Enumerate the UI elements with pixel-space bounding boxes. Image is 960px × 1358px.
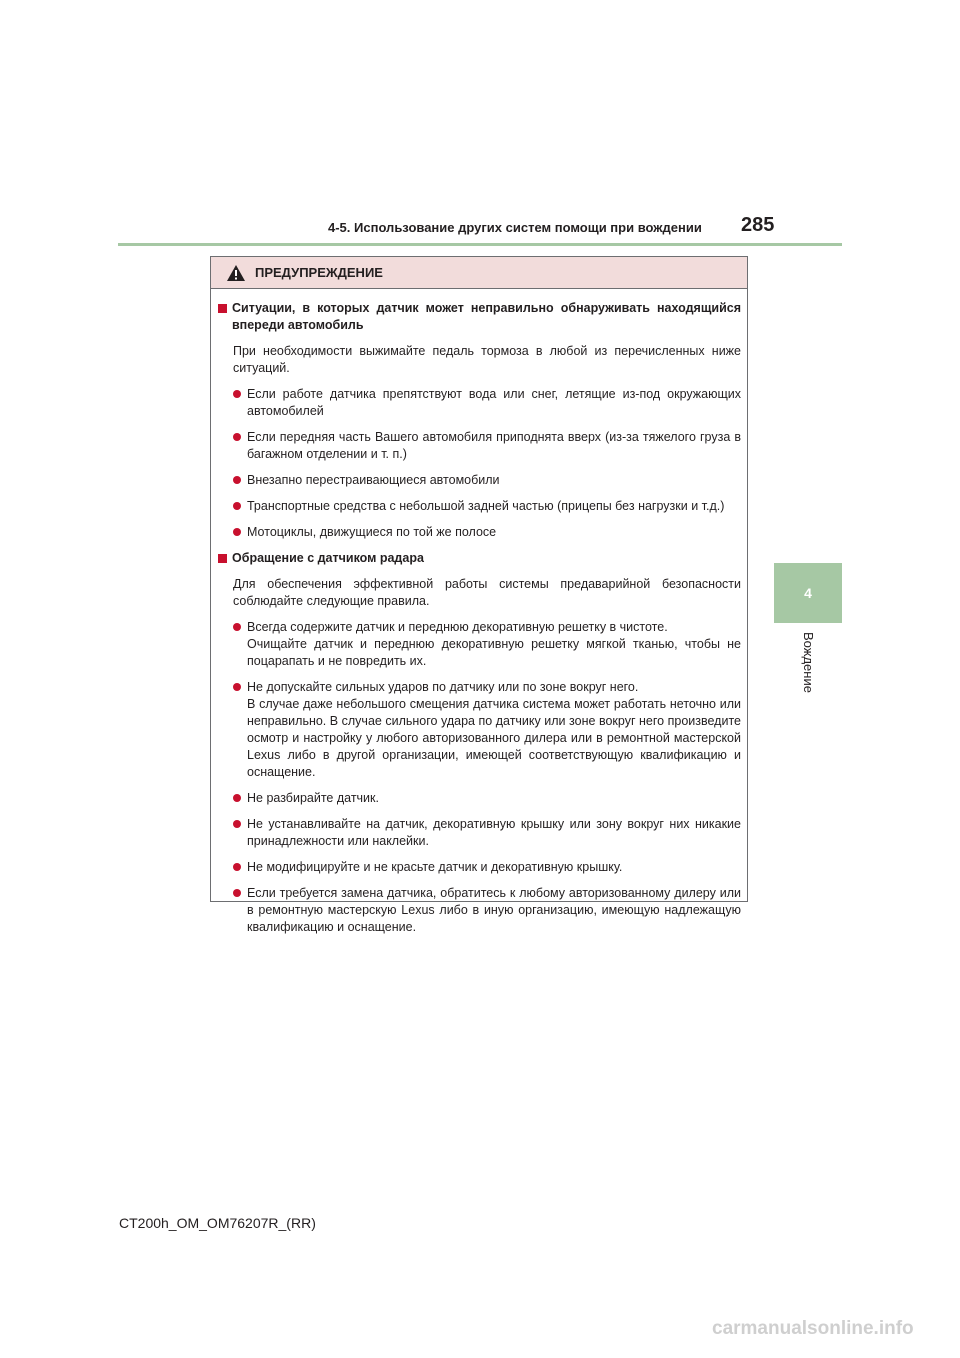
bullet-item [233, 429, 741, 463]
round-bullet-icon [233, 390, 241, 398]
bullet-line: Если работе датчика препятствуют вода или снег, летящие из-под окружающих автомобилей [247, 387, 741, 418]
round-bullet-icon [233, 476, 241, 484]
bullet-line: Если передняя часть Вашего автомобиля приподнята вверх (из-за тяжелого груза в багажном отделении и т. п.) [247, 430, 741, 461]
warning-body [211, 289, 747, 936]
document-code: CT200h_OM_OM76207R_(RR) [119, 1215, 316, 1231]
bullet-item [233, 885, 741, 936]
round-bullet-icon [233, 794, 241, 802]
bullet-text [247, 619, 741, 670]
square-bullet-icon [218, 554, 227, 563]
bullet-line: Мотоциклы, движущиеся по той же полосе [247, 525, 497, 539]
round-bullet-icon [233, 889, 241, 897]
chapter-tab-label: Вождение [801, 632, 816, 693]
bullet-item [233, 859, 741, 876]
round-bullet-icon [233, 433, 241, 441]
bullet-text [247, 790, 741, 807]
bullet-text [247, 679, 741, 781]
bullet-text [247, 386, 741, 420]
bullet-line: Не разбирайте датчик. [247, 791, 379, 805]
warning-header [211, 257, 747, 289]
warning-box [210, 256, 748, 934]
bullet-text [247, 429, 741, 463]
warning-triangle-icon [226, 264, 246, 282]
section-intro: При необходимости выжимайте педаль тормоза в любой из перечисленных ниже ситуаций. [233, 344, 741, 375]
round-bullet-icon [233, 683, 241, 691]
bullet-item [233, 816, 741, 850]
section-title [218, 300, 741, 334]
header-divider [118, 243, 842, 246]
bullet-line: Внезапно перестраивающиеся автомобили [247, 473, 500, 487]
chapter-title: 4-5. Использование других систем помощи при вождении [328, 220, 702, 235]
bullet-line: Если требуется замена датчика, обратитесь к любому авторизованному дилеру или в ремонтную мастерскую Lexus либо в иную организацию, имеющую надлежащую квалификацию и оснащение. [247, 886, 741, 934]
bullet-text [247, 816, 741, 850]
bullet-text [247, 885, 741, 936]
section-title-text: Ситуации, в которых датчик может неправильно обнаруживать находящийся впереди автомобиль [232, 301, 741, 332]
square-bullet-icon [218, 304, 227, 313]
section-title [218, 550, 741, 567]
warning-heading: ПРЕДУПРЕЖДЕНИЕ [255, 265, 383, 280]
bullet-item [233, 472, 741, 489]
bullet-line: В случае даже небольшого смещения датчика система может работать неточно или неправильно. В случае сильного удара по датчику или зоне вокруг него произведите осмотр и настройку у любого авторизованного дилера или в ремонтной мастерской Lexus либо в другой организации, имеющей соответствующую квалификацию и оснащение. [247, 697, 741, 779]
bullet-line: Не модифицируйте и не красьте датчик и декоративную крышку. [247, 860, 623, 874]
bullet-item [233, 790, 741, 807]
bullet-line: Всегда содержите датчик и переднюю декоративную решетку в чистоте. [247, 620, 668, 634]
chapter-tab-number: 4 [804, 585, 812, 601]
bullet-item [233, 619, 741, 670]
section-intro: Для обеспечения эффективной работы системы предаварийной безопасности соблюдайте следующие правила. [233, 577, 741, 608]
round-bullet-icon [233, 623, 241, 631]
bullet-item [233, 498, 741, 515]
bullet-item [233, 386, 741, 420]
bullet-line: Очищайте датчик и переднюю декоративную решетку мягкой тканью, чтобы не поцарапать и не повредить их. [247, 637, 741, 668]
round-bullet-icon [233, 502, 241, 510]
bullet-text [247, 472, 741, 489]
section-title-text: Обращение с датчиком радара [232, 551, 424, 565]
bullet-text [247, 524, 741, 541]
watermark: carmanualsonline.info [712, 1318, 914, 1339]
bullet-item [233, 679, 741, 781]
bullet-text [247, 859, 741, 876]
bullet-item [233, 524, 741, 541]
page-number: 285 [741, 214, 775, 236]
round-bullet-icon [233, 528, 241, 536]
chapter-tab[interactable] [774, 563, 842, 623]
bullet-text [247, 498, 741, 515]
bullet-line: Не допускайте сильных ударов по датчику или по зоне вокруг него. [247, 680, 639, 694]
round-bullet-icon [233, 820, 241, 828]
bullet-line: Не устанавливайте на датчик, декоративную крышку или зону вокруг них никакие принадлежности или наклейки. [247, 817, 741, 848]
bullet-line: Транспортные средства с небольшой задней частью (прицепы без нагрузки и т.д.) [247, 499, 725, 513]
round-bullet-icon [233, 863, 241, 871]
